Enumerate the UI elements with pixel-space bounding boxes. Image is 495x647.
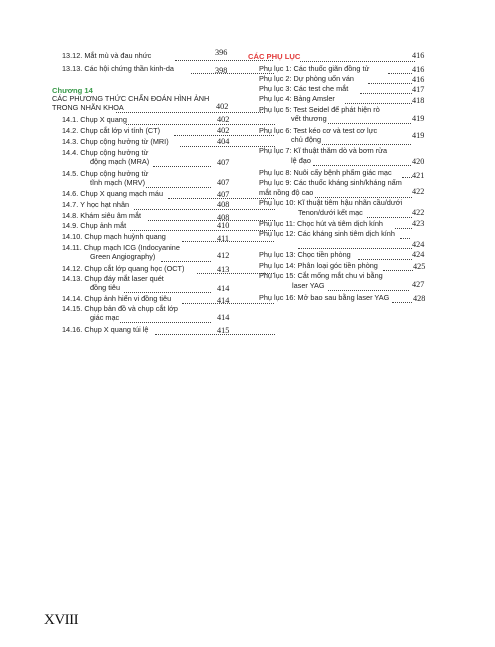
appendix-entry-text: Phụ lục 1: Các thuốc giãn đồng tử xyxy=(259,64,370,73)
toc-entry-text: đồng tiêu xyxy=(90,283,121,292)
dot-leader xyxy=(400,231,410,239)
toc-entry-page: 414 xyxy=(217,313,230,322)
toc-entry-text: Green Angiography) xyxy=(90,252,156,261)
dot-leader xyxy=(395,221,412,229)
toc-entry-text: 14.6. Chụp X quang mạch máu xyxy=(62,189,164,198)
appendix-entry-text: lệ đạo xyxy=(291,156,311,165)
appendix-entry-page: 419 xyxy=(412,131,425,140)
toc-entry-page: 402 xyxy=(217,115,230,124)
toc-entry-page: 396 xyxy=(215,48,228,57)
dot-leader xyxy=(358,252,412,260)
dot-leader xyxy=(367,210,412,218)
toc-entry-page: 408 xyxy=(217,200,230,209)
appendix-entry-page: 428 xyxy=(413,294,426,303)
appendix-entry-text: Phụ lục 16: Mở bao sau bằng laser YAG xyxy=(259,293,390,302)
appendix-entry-text: Phụ lục 3: Các test che mắt xyxy=(259,84,349,93)
dot-leader xyxy=(368,76,412,84)
toc-entry-text: 14.4. Chụp cộng hưởng từ xyxy=(62,148,149,157)
appendix-heading: CÁC PHỤ LỤC xyxy=(248,52,301,61)
dot-leader xyxy=(120,315,211,323)
dot-leader xyxy=(300,54,415,62)
appendix-entry-text: Phụ lục 13: Chọc tiền phòng xyxy=(259,250,351,259)
dot-leader xyxy=(148,213,275,221)
toc-entry-text: giác mạc xyxy=(90,313,120,322)
dot-leader xyxy=(298,241,412,249)
toc-entry-text: 14.16. Chụp X quang túi lệ xyxy=(62,325,149,334)
toc-entry-page: 413 xyxy=(217,265,230,274)
toc-entry-text: 14.9. Chụp ảnh mắt xyxy=(62,221,127,230)
appendix-entry-page: 424 xyxy=(412,250,425,259)
appendix-entry-text: vết thương xyxy=(291,114,327,123)
appendix-entry-page: 419 xyxy=(412,114,425,123)
appendix-entry-text: Phụ lục 8: Nuôi cấy bệnh phẩm giác mạc xyxy=(259,168,392,177)
appendix-entry-page: 425 xyxy=(413,262,426,271)
appendix-entry-text: Phụ lục 10: Kĩ thuật tiêm hậu nhãn cầu/dưới xyxy=(259,198,403,207)
appendix-entry-page: 424 xyxy=(412,240,425,249)
toc-entry-page: 407 xyxy=(217,178,230,187)
appendix-entry-text: Phụ lục 2: Dự phòng uốn ván xyxy=(259,74,354,83)
appendix-entry-page: 416 xyxy=(412,75,425,84)
appendix-entry-page: 423 xyxy=(412,219,425,228)
appendix-entry-text: mắt nồng độ cao xyxy=(259,188,314,197)
dot-leader xyxy=(392,295,412,303)
toc-entry-page: 415 xyxy=(217,326,230,335)
dot-leader xyxy=(322,137,411,145)
appendix-entry-text: Phụ lục 12: Các kháng sinh tiêm dịch kính xyxy=(259,229,395,238)
toc-entry-text: 14.8. Khám siêu âm mắt xyxy=(62,211,142,220)
appendix-entry-text: chủ động xyxy=(291,135,322,144)
appendix-entry-page: 416 xyxy=(412,65,425,74)
appendix-entry-page: 420 xyxy=(412,157,425,166)
toc-entry-text: 14.13. Chụp đáy mắt laser quét xyxy=(62,274,164,283)
appendix-entry-text: Phụ lục 9: Các thuốc kháng sinh/kháng nấm xyxy=(259,178,402,187)
appendix-entry-text: Phụ lục 15: Cắt mống mắt chu vi bằng xyxy=(259,271,383,280)
toc-entry-text: 14.2. Chụp cắt lớp vi tính (CT) xyxy=(62,126,161,135)
dot-leader xyxy=(315,190,412,198)
appendix-heading-page: 416 xyxy=(412,51,425,60)
chapter-title-line-1: CÁC PHƯƠNG THỨC CHẨN ĐOÁN HÌNH ẢNH xyxy=(52,94,210,103)
dot-leader xyxy=(328,283,409,291)
dot-leader xyxy=(161,254,211,262)
appendix-entry-page: 422 xyxy=(412,208,425,217)
dot-leader xyxy=(146,180,211,188)
toc-entry-text: 14.11. Chụp mạch ICG (Indocyanine xyxy=(62,243,180,252)
dot-leader xyxy=(126,117,275,125)
toc-entry-page: 408 xyxy=(217,213,230,222)
dot-leader xyxy=(328,116,411,124)
appendix-entry-text: Phụ lục 14: Phân loại góc tiền phòng xyxy=(259,261,378,270)
toc-entry-page: 410 xyxy=(217,221,230,230)
chapter-page: 402 xyxy=(216,102,229,111)
dot-leader xyxy=(360,86,412,94)
toc-entry-text: 13.12. Mắt mù và đau nhức xyxy=(62,51,152,60)
appendix-entry-page: 427 xyxy=(412,280,425,289)
appendix-entry-text: Phụ lục 11: Chọc hút và tiêm dịch kính xyxy=(259,219,383,228)
toc-entry-text: 14.14. Chụp ảnh hiển vi đồng tiêu xyxy=(62,294,172,303)
appendix-entry-text: Phụ lục 4: Bảng Amsler xyxy=(259,94,335,103)
dot-leader xyxy=(383,263,413,271)
toc-entry-text: 14.3. Chụp cộng hưởng từ (MRI) xyxy=(62,137,169,146)
appendix-entry-text: Tenon/dưới kết mạc xyxy=(298,208,363,217)
toc-entry-text: 14.12. Chụp cắt lớp quang học (OCT) xyxy=(62,264,185,273)
appendix-entry-text: Phụ lục 6: Test kéo cơ và test cơ lực xyxy=(259,126,378,135)
dot-leader xyxy=(388,66,412,74)
dot-leader xyxy=(124,285,211,293)
dot-leader xyxy=(130,223,275,231)
dot-leader xyxy=(116,102,265,113)
appendix-entry-page: 417 xyxy=(412,85,425,94)
toc-entry-text: 14.1. Chụp X quang xyxy=(62,115,127,124)
toc-entry-text: 14.5. Chụp cộng hưởng từ xyxy=(62,169,149,178)
toc-entry-page: 402 xyxy=(217,126,230,135)
toc-entry-text: động mạch (MRA) xyxy=(90,157,150,166)
chapter-heading: Chương 14 xyxy=(52,86,93,95)
toc-entry-page: 414 xyxy=(217,284,230,293)
appendix-entry-page: 422 xyxy=(412,187,425,196)
chapter-title-line-2: TRONG NHÃN KHOA xyxy=(52,103,124,112)
toc-entry-text: 14.15. Chụp bản đồ và chụp cắt lớp xyxy=(62,304,178,313)
dot-leader xyxy=(345,96,412,104)
appendix-entry-page: 421 xyxy=(412,171,425,180)
appendix-entry-text: Phụ lục 5: Test Seidel để phát hiện rò xyxy=(259,105,380,114)
toc-entry-page: 407 xyxy=(217,158,230,167)
toc-entry-text: 13.13. Các hội chứng thần kinh-da xyxy=(62,64,174,73)
dot-leader xyxy=(155,327,275,335)
appendix-entry-text: laser YAG xyxy=(292,281,325,290)
dot-leader xyxy=(134,202,275,210)
page-number: XVIII xyxy=(44,612,79,628)
toc-entry-page: 398 xyxy=(215,66,228,75)
toc-entry-page: 407 xyxy=(217,190,230,199)
toc-entry-page: 411 xyxy=(217,234,229,243)
toc-entry-text: 14.10. Chụp mạch huỳnh quang xyxy=(62,232,166,241)
toc-entry-text: tĩnh mạch (MRV) xyxy=(90,178,146,187)
toc-entry-page: 414 xyxy=(217,296,230,305)
appendix-entry-text: Phụ lục 7: Kĩ thuật thăm dò và bơm rửa xyxy=(259,146,388,155)
dot-leader xyxy=(402,170,412,178)
toc-entry-text: 14.7. Y học hạt nhân xyxy=(62,200,130,209)
dot-leader xyxy=(313,158,411,166)
appendix-entry-page: 418 xyxy=(412,96,425,105)
toc-entry-page: 404 xyxy=(217,137,230,146)
dot-leader xyxy=(153,159,211,167)
toc-entry-page: 412 xyxy=(217,251,230,260)
